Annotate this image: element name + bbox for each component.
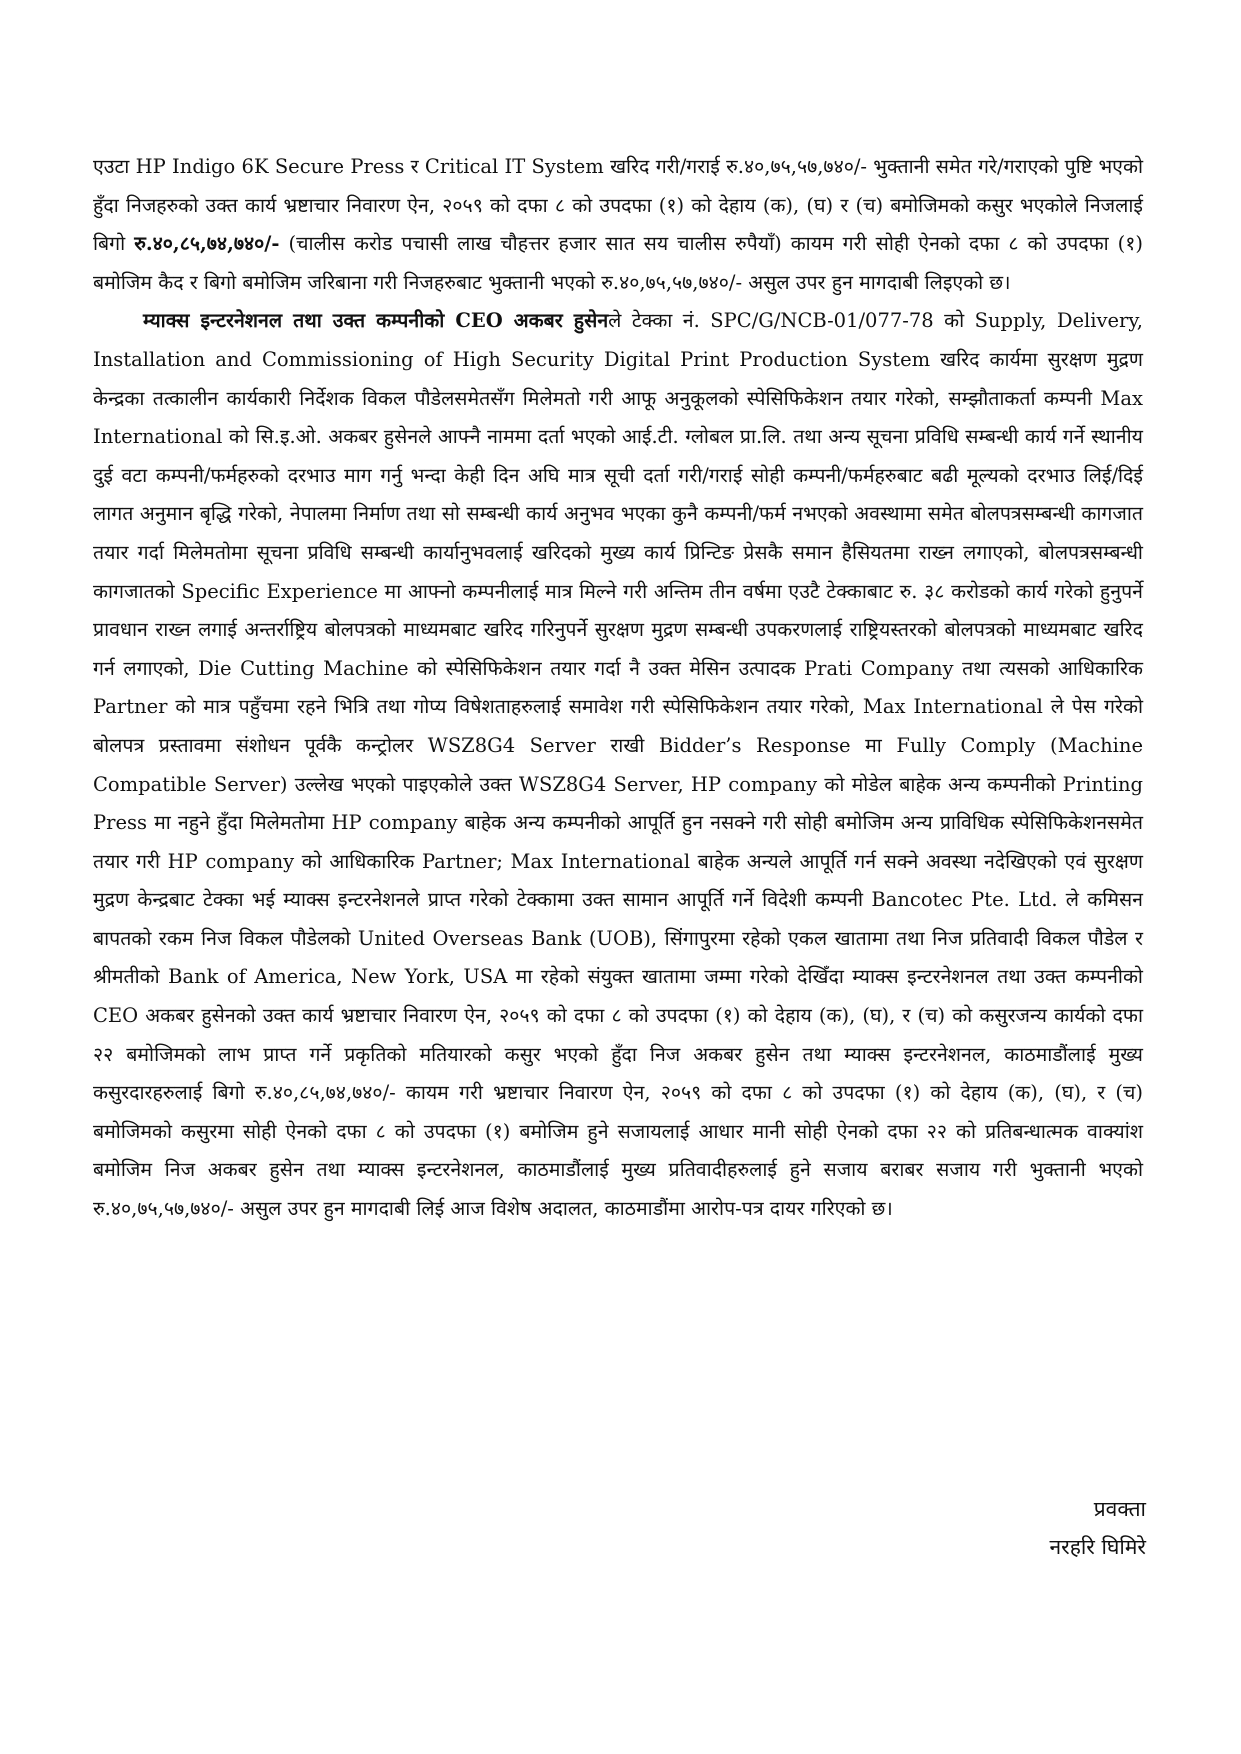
paragraph-2-bold-lead: म्याक्स इन्टरनेशनल तथा उक्त कम्पनीको CEO अकबर हुसेन xyxy=(143,309,609,333)
signature-block xyxy=(846,1490,1146,1566)
paragraph-2-text: ले टेक्का नं. SPC/G/NCB-01/077-78 को Supply, Delivery, Installation and Commissioning of High Security Digital Print Production System खरिद कार्यमा सुरक्षण मुद्रण केन्द्रका तत्कालीन कार्यकारी निर्देशक विकल पौडेलसमेतसँग मिलेमतो गरी आफू अनुकूलको स्पेसिफिकेशन तयार गरेको, सम्झौताकर्ता कम्पनी Max International को सि.इ.ओ. अकबर हुसेनले आफ्नै नाममा दर्ता भएको आई.टी. ग्लोबल प्रा.लि. तथा अन्य सूचना प्रविधि सम्बन्धी कार्य गर्ने स्थानीय दुई वटा कम्पनी/फर्महरुको दरभाउ माग गर्नु भन्दा केही दिन अघि मात्र सूची दर्ता गरी/गराई सोही कम्पनी/फर्महरुबाट बढी मूल्यको दरभाउ लिई/दिई लागत अनुमान बृद्धि गरेको, नेपालमा निर्माण तथा सो सम्बन्धी कार्य अनुभव भएका कुनै कम्पनी/फर्म नभएको अवस्थामा समेत बोलपत्रसम्बन्धी कागजात तयार गर्दा मिलेमतोमा सूचना प्रविधि सम्बन्धी कार्यानुभवलाई खरिदको मुख्य कार्य प्रिन्टिङ प्रेसकै समान हैसियतमा राख्न लगाएको, बोलपत्रसम्बन्धी कागजातको Specific Experience मा आफ्नो कम्पनीलाई मात्र मिल्ने गरी अन्तिम तीन वर्षमा एउटै टेक्काबाट रु. ३८ करोडको कार्य गरेको हुनुपर्ने प्रावधान राख्न लगाई अन्तर्राष्ट्रिय बोलपत्रको माध्यमबाट खरिद गरिनुपर्ने सुरक्षण मुद्रण सम्बन्धी उपकरणलाई राष्ट्रियस्तरको बोलपत्रको माध्यमबाट खरिद गर्न लगाएको, Die Cutting Machine को स्पेसिफिकेशन तयार गर्दा नै उक्त मेसिन उत्पादक Prati Company तथा त्यसको आधिकारिक Partner को मात्र पहुँचमा रहने भित्रि तथा गोप्य विषेशताहरुलाई समावेश गरी स्पेसिफिकेशन तयार गरेको, Max International ले पेस गरेको बोलपत्र प्रस्तावमा संशोधन पूर्वकै कन्ट्रोलर WSZ8G4 Server राखी Bidder’s Response मा Fully Comply (Machine Compatible Server) उल्लेख भएको पाइएकोले उक्त WSZ8G4 Server, HP company को मोडेल बाहेक अन्य कम्पनीको Printing Press मा नहुने हुँदा मिलेमतोमा HP company बाहेक अन्य कम्पनीको आपूर्ति हुन नसक्ने गरी सोही बमोजिम अन्य प्राविधिक स्पेसिफिकेशनसमेत तयार गरी HP company को आधिकारिक Partner; Max International बाहेक अन्यले आपूर्ति गर्न सक्ने अवस्था नदेखिएको एवं सुरक्षण मुद्रण केन्द्रबाट टेक्का भई म्याक्स इन्टरनेशनले प्राप्त गरेको टेक्कामा उक्त सामान आपूर्ति गर्ने विदेशी कम्पनी Bancotec Pte. Ltd. ले कमिसन बापतको रकम निज विकल पौडेलको United Overseas Bank (UOB), सिंगापुरमा रहेको एकल खातामा तथा निज प्रतिवादी विकल पौडेल र श्रीमतीको Bank of America, New York, USA मा रहेको संयुक्त खातामा जम्मा गरेको देखिँदा म्याक्स इन्टरनेशनल तथा उक्त कम्पनीको CEO अकबर हुसेनको उक्त कार्य भ्रष्टाचार निवारण ऐन, २०५९ को दफा ८ को उपदफा (१) को देहाय (क), (घ), र (च) को कसुरजन्य कार्यको दफा २२ बमोजिमको लाभ प्राप्त गर्ने प्रकृतिको मतियारको कसुर भएको हुँदा निज अकबर हुसेन तथा म्याक्स इन्टरनेशनल, काठमाडौंलाई मुख्य कसुरदारहरुलाई बिगो रु.४०,८५,७४,७४०/- कायम गरी भ्रष्टाचार निवारण ऐन, २०५९ को दफा ८ को उपदफा (१) को देहाय (क), (घ), र (च) बमोजिमको कसुरमा सोही ऐनको दफा ८ को उपदफा (१) बमोजिम हुने सजायलाई आधार मानी सोही ऐनको दफा २२ को प्रतिबन्धात्मक वाक्यांश बमोजिम निज अकबर हुसेन तथा म्याक्स इन्टरनेशनल, काठमाडौंलाई मुख्य प्रतिवादीहरुलाई हुने सजाय बराबर सजाय गरी भुक्तानी भएको रु.४०,७५,५७,७४०/- असुल उपर हुन मागदाबी लिई आज विशेष अदालत, काठमाडौंमा आरोप-पत्र दायर गरिएको छ। xyxy=(93,309,1143,1221)
paragraph-1-text: एउटा HP Indigo 6K Secure Press र Critical IT System खरिद गरी/गराई रु.४०,७५,५७,७४०/- भुक्तानी समेत गरे/गराएको पुष्टि भएको हुँदा निजहरुको उक्त कार्य भ्रष्टाचार निवारण ऐन, २०५९ को दफा ८ को उपदफा (१) को देहाय (क), (घ) र (च) बमोजिमको कसुर भएकोले निजलाई बिगो xyxy=(93,155,1143,256)
paragraph-1 xyxy=(93,148,1143,302)
document-body xyxy=(93,148,1143,1229)
signature-name: नरहरि घिमिरे xyxy=(1049,1535,1146,1559)
signature-title: प्रवक्ता xyxy=(1093,1497,1146,1521)
paragraph-1-amount: रु.४०,८५,७४,७४०/- xyxy=(134,232,280,256)
paragraph-2 xyxy=(93,302,1143,1228)
paragraph-1-text-after: (चालीस करोड पचासी लाख चौहत्तर हजार सात सय चालीस रुपैयाँ) कायम गरी सोही ऐनको दफा ८ को उपदफा (१) बमोजिम कैद र बिगो बमोजिम जरिबाना गरी निजहरुबाट भुक्तानी भएको रु.४०,७५,५७,७४०/- असुल उपर हुन मागदाबी लिइएको छ। xyxy=(93,232,1143,294)
